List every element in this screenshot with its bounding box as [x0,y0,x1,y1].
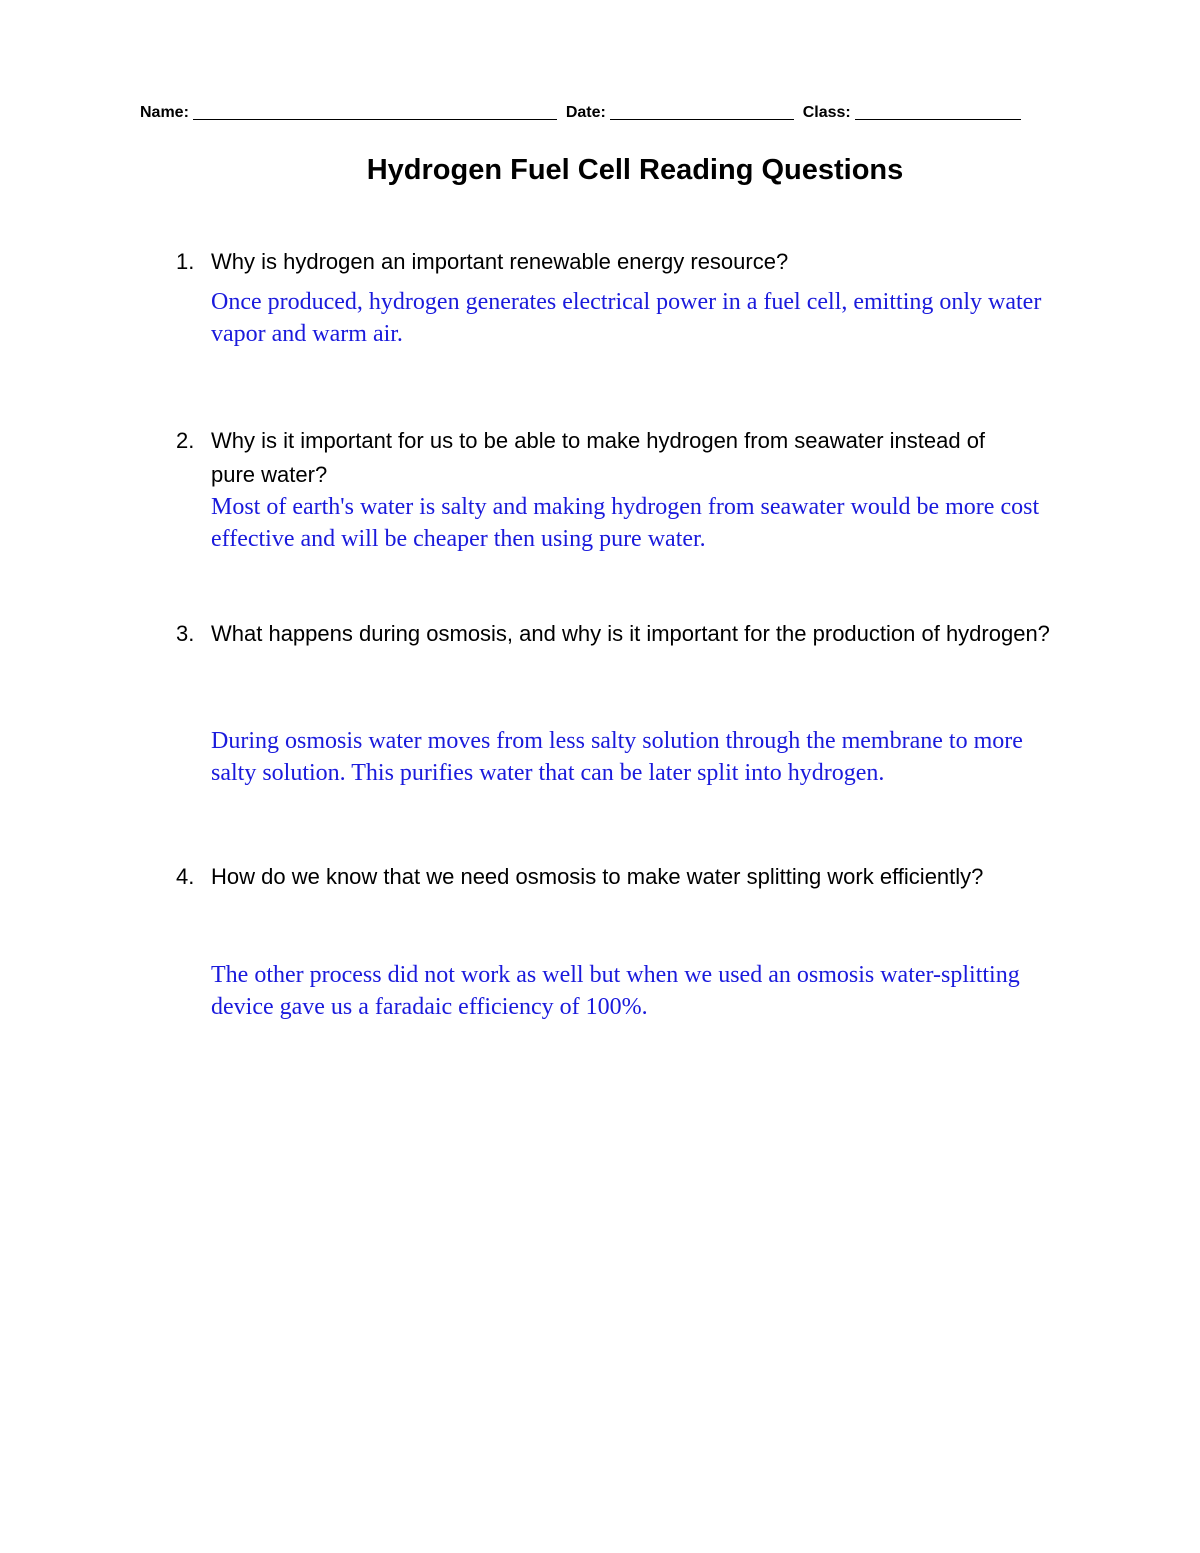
question-number: 1. [176,249,195,274]
name-blank [193,103,557,120]
student-info-header [140,100,1040,122]
question-number: 3. [176,621,195,646]
question-text: Why is it important for us to be able to make hydrogen from seawater instead of pure water? [211,428,986,487]
question-4 [176,860,1076,894]
question-text: How do we know that we need osmosis to make water splitting work efficiently? [211,864,984,889]
page-title: Hydrogen Fuel Cell Reading Questions [366,154,904,186]
question-3 [176,617,1076,651]
answer-1: Once produced, hydrogen generates electrical power in a fuel cell, emitting only water vapor and warm air. [211,289,1042,347]
question-text: What happens during osmosis, and why is it important for the production of hydrogen? [211,621,1050,646]
question-1 [176,245,1076,279]
answer-2: Most of earth's water is salty and making hydrogen from seawater would be more cost effective and will be cheaper then using pure water. [211,494,1040,552]
question-2 [176,424,1076,492]
class-label: Class: [802,104,851,121]
name-label: Name: [140,104,189,121]
date-label: Date: [565,104,606,121]
date-blank [610,103,794,120]
answer-4: The other process did not work as well but when we used an osmosis water-splitting device gave us a faradaic efficiency of 100%. [211,962,1020,1020]
answer-3: During osmosis water moves from less salty solution through the membrane to more salty solution. This purifies water that can be later split into hydrogen. [211,728,1023,786]
question-number: 4. [176,864,195,889]
question-number: 2. [176,428,195,453]
class-blank [855,103,1021,120]
question-text: Why is hydrogen an important renewable energy resource? [211,249,789,274]
